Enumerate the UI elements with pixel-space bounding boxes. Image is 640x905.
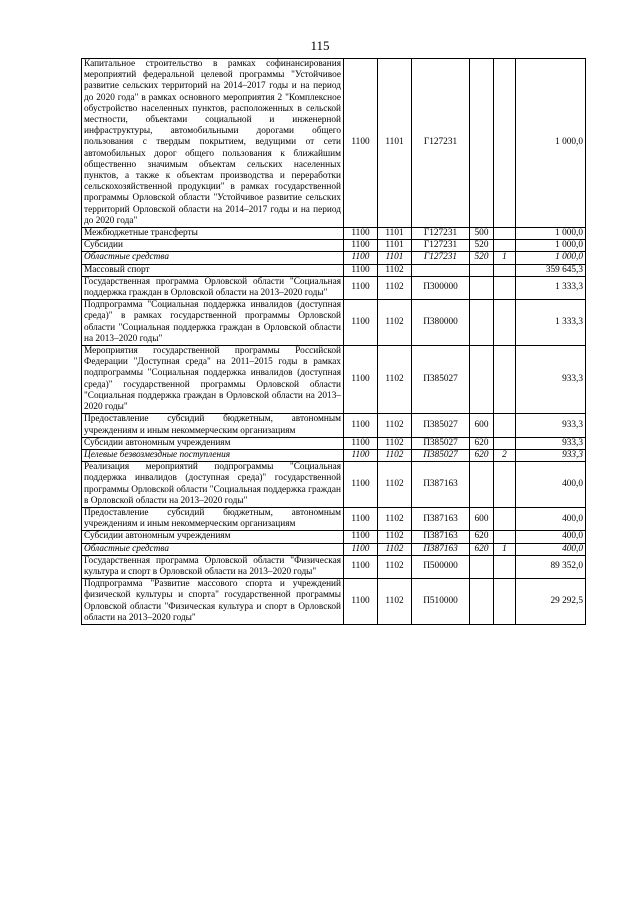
table-row xyxy=(82,579,586,625)
row-description: Предоставление субсидий бюджетным, автономным учреждениям и иным некоммерческим организациям xyxy=(82,414,344,437)
row-section: 1100 xyxy=(344,240,378,252)
row-subsection: 1102 xyxy=(378,579,412,625)
row-section: 1100 xyxy=(344,264,378,276)
row-section: 1100 xyxy=(344,252,378,264)
row-target-article: П387163 xyxy=(412,507,470,530)
row-subsection: 1102 xyxy=(378,276,412,299)
table-row xyxy=(82,228,586,240)
row-section: 1100 xyxy=(344,414,378,437)
row-amount: 1 000,0 xyxy=(516,228,586,240)
row-amount: 933,3 xyxy=(516,414,586,437)
table-row xyxy=(82,543,586,555)
row-funding-source xyxy=(494,346,516,414)
row-funding-source: 1 xyxy=(494,543,516,555)
row-subsection: 1101 xyxy=(378,240,412,252)
row-section: 1100 xyxy=(344,300,378,346)
row-expense-type xyxy=(470,264,494,276)
row-description: Подпрограмма "Развитие массового спорта и учреждений физической культуры и спорта" государственной программы Орловской области "Физическая культура и спорт в Орловской области на 2013–2020 годы" xyxy=(82,579,344,625)
row-description: Областные средства xyxy=(82,543,344,555)
row-target-article: П385027 xyxy=(412,346,470,414)
row-expense-type xyxy=(470,59,494,228)
row-target-article: П300000 xyxy=(412,276,470,299)
row-amount: 359 645,3 xyxy=(516,264,586,276)
row-target-article: П510000 xyxy=(412,579,470,625)
row-expense-type xyxy=(470,555,494,578)
row-amount: 1 333,3 xyxy=(516,276,586,299)
row-expense-type: 520 xyxy=(470,240,494,252)
row-target-article: П387163 xyxy=(412,543,470,555)
row-amount: 933,3 xyxy=(516,437,586,449)
row-target-article: Г127231 xyxy=(412,252,470,264)
row-target-article: Г127231 xyxy=(412,228,470,240)
row-expense-type: 620 xyxy=(470,437,494,449)
row-target-article: П385027 xyxy=(412,437,470,449)
row-funding-source xyxy=(494,300,516,346)
row-amount: 933,3 xyxy=(516,346,586,414)
row-amount: 29 292,5 xyxy=(516,579,586,625)
row-description: Межбюджетные трансферты xyxy=(82,228,344,240)
row-subsection: 1102 xyxy=(378,531,412,543)
table-row xyxy=(82,59,586,228)
row-expense-type: 600 xyxy=(470,507,494,530)
row-subsection: 1102 xyxy=(378,449,412,461)
row-funding-source: 2 xyxy=(494,449,516,461)
row-funding-source xyxy=(494,579,516,625)
row-section: 1100 xyxy=(344,449,378,461)
row-section: 1100 xyxy=(344,543,378,555)
row-expense-type: 620 xyxy=(470,449,494,461)
row-amount: 400,0 xyxy=(516,543,586,555)
row-funding-source: 1 xyxy=(494,252,516,264)
table-row xyxy=(82,449,586,461)
table-row xyxy=(82,437,586,449)
row-expense-type xyxy=(470,462,494,508)
row-target-article: П380000 xyxy=(412,300,470,346)
row-section: 1100 xyxy=(344,507,378,530)
row-subsection: 1102 xyxy=(378,346,412,414)
row-subsection: 1102 xyxy=(378,414,412,437)
row-subsection: 1102 xyxy=(378,462,412,508)
row-expense-type xyxy=(470,276,494,299)
row-expense-type xyxy=(470,579,494,625)
row-description: Массовый спорт xyxy=(82,264,344,276)
row-target-article: П387163 xyxy=(412,462,470,508)
row-expense-type: 620 xyxy=(470,543,494,555)
row-amount: 1 000,0 xyxy=(516,240,586,252)
row-description: Субсидии xyxy=(82,240,344,252)
row-expense-type: 520 xyxy=(470,252,494,264)
row-expense-type: 600 xyxy=(470,414,494,437)
row-target-article xyxy=(412,264,470,276)
row-subsection: 1101 xyxy=(378,228,412,240)
row-expense-type xyxy=(470,346,494,414)
row-funding-source xyxy=(494,276,516,299)
table-row xyxy=(82,507,586,530)
row-description: Подпрограмма "Социальная поддержка инвалидов (доступная среда)" в рамках государственной программы Орловской области "Социальная поддержка граждан в Орловской области на 2013–2020 годы" xyxy=(82,300,344,346)
table-row xyxy=(82,264,586,276)
row-description: Мероприятия государственной программы Российской Федерации "Доступная среда" на 2011–2015 годы в рамках подпрограммы "Социальная поддержка инвалидов (доступная среда)" государственной программы Орловской области "Социальная поддержка граждан в Орловской области на 2013–2020 годы" xyxy=(82,346,344,414)
table-row xyxy=(82,462,586,508)
row-subsection: 1102 xyxy=(378,300,412,346)
row-funding-source xyxy=(494,264,516,276)
row-subsection: 1101 xyxy=(378,59,412,228)
row-section: 1100 xyxy=(344,276,378,299)
row-section: 1100 xyxy=(344,462,378,508)
row-target-article: П500000 xyxy=(412,555,470,578)
row-target-article: Г127231 xyxy=(412,59,470,228)
row-funding-source xyxy=(494,531,516,543)
row-funding-source xyxy=(494,59,516,228)
row-amount: 400,0 xyxy=(516,507,586,530)
row-amount: 1 000,0 xyxy=(516,252,586,264)
row-expense-type: 500 xyxy=(470,228,494,240)
row-description: Целевые безвозмездные поступления xyxy=(82,449,344,461)
row-description: Субсидии автономным учреждениям xyxy=(82,531,344,543)
page-number: 115 xyxy=(310,38,330,53)
row-amount: 1 333,3 xyxy=(516,300,586,346)
row-subsection: 1102 xyxy=(378,437,412,449)
row-amount: 933,3 xyxy=(516,449,586,461)
row-section: 1100 xyxy=(344,579,378,625)
row-amount: 1 000,0 xyxy=(516,59,586,228)
row-amount: 400,0 xyxy=(516,531,586,543)
row-target-article: П387163 xyxy=(412,531,470,543)
table-row xyxy=(82,531,586,543)
budget-table xyxy=(81,58,586,625)
row-subsection: 1102 xyxy=(378,543,412,555)
row-funding-source xyxy=(494,240,516,252)
row-description: Государственная программа Орловской области "Социальная поддержка граждан в Орловской области на 2013–2020 годы" xyxy=(82,276,344,299)
row-description: Предоставление субсидий бюджетным, автономным учреждениям и иным некоммерческим организациям xyxy=(82,507,344,530)
row-funding-source xyxy=(494,437,516,449)
row-section: 1100 xyxy=(344,437,378,449)
row-section: 1100 xyxy=(344,555,378,578)
row-funding-source xyxy=(494,462,516,508)
row-target-article: Г127231 xyxy=(412,240,470,252)
row-description: Государственная программа Орловской области "Физическая культура и спорт в Орловской области на 2013–2020 годы" xyxy=(82,555,344,578)
table-row xyxy=(82,252,586,264)
row-expense-type xyxy=(470,300,494,346)
row-description: Субсидии автономным учреждениям xyxy=(82,437,344,449)
row-subsection: 1102 xyxy=(378,264,412,276)
row-section: 1100 xyxy=(344,346,378,414)
row-funding-source xyxy=(494,507,516,530)
row-description: Областные средства xyxy=(82,252,344,264)
row-description: Капитальное строительство в рамках софинансирования мероприятий федеральной целевой программы "Устойчивое развитие сельских территорий на 2014–2017 годы и на период до 2020 года" в рамках основного мероприятия 2 "Комплексное обустройство населенных пунктов, расположенных в сельской местности, объектами социальной и инженерной инфраструктуры, автомобильными дорогами общего пользования с твердым покрытием, ведущими от сети автомобильных дорог общего пользования к ближайшим общественно значимым объектам сельских населенных пунктов, а также к объектам производства и переработки сельскохозяйственной продукции" в рамках государственной программы Орловской области "Устойчивое развитие сельских территорий Орловской области на 2014–2017 годы и на период до 2020 года" xyxy=(82,59,344,228)
table-row xyxy=(82,276,586,299)
table-row xyxy=(82,300,586,346)
row-funding-source xyxy=(494,555,516,578)
row-expense-type: 620 xyxy=(470,531,494,543)
row-amount: 400,0 xyxy=(516,462,586,508)
row-target-article: П385027 xyxy=(412,414,470,437)
row-target-article: П385027 xyxy=(412,449,470,461)
table-row xyxy=(82,414,586,437)
row-description: Реализация мероприятий подпрограммы "Социальная поддержка инвалидов (доступная среда)" государственной программы Орловской области "Социальная поддержка граждан в Орловской области на 2013–2020 годы" xyxy=(82,462,344,508)
row-section: 1100 xyxy=(344,531,378,543)
table-row xyxy=(82,346,586,414)
row-amount: 89 352,0 xyxy=(516,555,586,578)
row-funding-source xyxy=(494,414,516,437)
table-row xyxy=(82,240,586,252)
row-funding-source xyxy=(494,228,516,240)
row-section: 1100 xyxy=(344,59,378,228)
table-row xyxy=(82,555,586,578)
row-subsection: 1102 xyxy=(378,555,412,578)
row-subsection: 1101 xyxy=(378,252,412,264)
row-section: 1100 xyxy=(344,228,378,240)
row-subsection: 1102 xyxy=(378,507,412,530)
